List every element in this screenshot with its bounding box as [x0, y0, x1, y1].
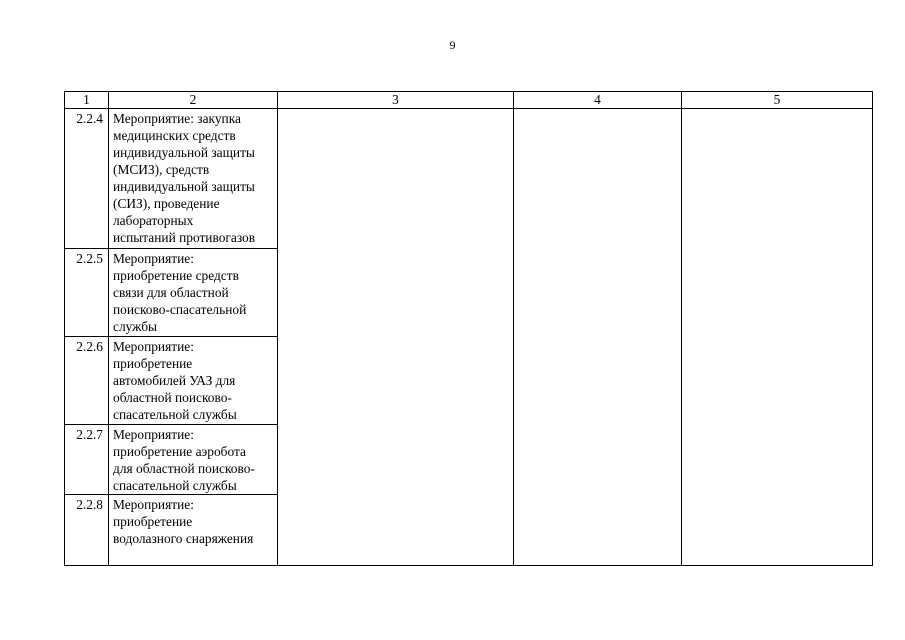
column-header-5: 5 [682, 92, 873, 109]
description-line: Мероприятие: [113, 427, 194, 442]
description-line: испытаний противогазов [113, 230, 256, 245]
description-line: (МСИЗ), средств [113, 162, 210, 177]
description-line: (СИЗ), проведение [113, 196, 220, 211]
activity-description [109, 425, 278, 495]
description-line: спасательной службы [113, 478, 237, 493]
description-line: поисково-спасательной [113, 302, 247, 317]
table-header-row [65, 92, 873, 109]
description-line: Мероприятие: [113, 251, 194, 266]
description-line: областной поисково- [113, 390, 232, 405]
activity-description [109, 495, 278, 566]
page-number: 9 [449, 38, 456, 52]
column-header-2: 2 [109, 92, 278, 109]
description-line: приобретение аэробота [113, 444, 246, 459]
activity-description [109, 249, 278, 337]
table-row [65, 109, 873, 249]
row-number: 2.2.4 [65, 109, 109, 249]
description-line: автомобилей УАЗ для [113, 373, 236, 388]
description-line: Мероприятие: [113, 497, 194, 512]
description-line: Мероприятие: закупка [113, 111, 241, 126]
description-line: приобретение [113, 514, 193, 529]
description-line: приобретение средств [113, 268, 239, 283]
row-number: 2.2.7 [65, 425, 109, 495]
description-line: медицинских средств [113, 128, 236, 143]
column-5-cell [682, 109, 873, 566]
row-number: 2.2.5 [65, 249, 109, 337]
activity-description [109, 109, 278, 249]
row-number: 2.2.6 [65, 337, 109, 425]
row-number: 2.2.8 [65, 495, 109, 566]
column-header-3: 3 [278, 92, 514, 109]
column-header-4: 4 [514, 92, 682, 109]
description-line: связи для областной [113, 285, 229, 300]
description-line: спасательной службы [113, 407, 237, 422]
description-line: лабораторных [113, 213, 194, 228]
column-header-1: 1 [65, 92, 109, 109]
activity-description [109, 337, 278, 425]
column-3-cell [278, 109, 514, 566]
description-line: водолазного снаряжения [113, 531, 254, 546]
activities-table [64, 91, 873, 566]
column-4-cell [514, 109, 682, 566]
description-line: службы [113, 319, 158, 334]
description-line: для областной поисково- [113, 461, 255, 476]
description-line: индивидуальной защиты [113, 179, 255, 194]
description-line: Мероприятие: [113, 339, 194, 354]
description-line: индивидуальной защиты [113, 145, 255, 160]
description-line: приобретение [113, 356, 193, 371]
